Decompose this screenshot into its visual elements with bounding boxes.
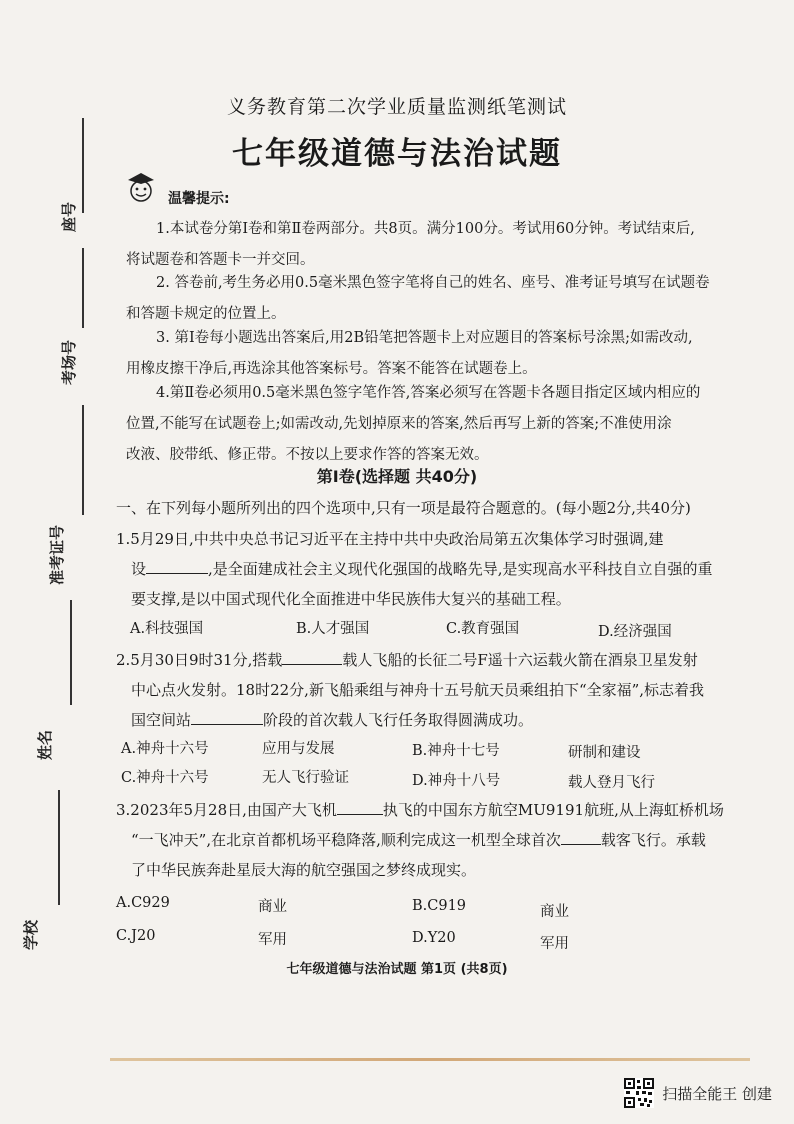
q2-option-c-phase: 无人飞行验证: [262, 770, 349, 786]
binding-line-name: [58, 790, 60, 905]
answer-blank: [561, 826, 601, 845]
q1-line-1: 1.5月29日,中共中央总书记习近平在主持中共中央政治局第五次集体学习时强调,建: [116, 530, 664, 548]
page-footer: 七年级道德与法治试题 第1页 (共8页): [286, 962, 508, 977]
name-label: 姓名: [36, 729, 54, 760]
q3-option-c: C.J20: [116, 928, 156, 944]
tip-item-4: [126, 378, 738, 471]
tip-2-line-2: 和答题卡规定的位置上。: [126, 306, 286, 322]
q2-line-1: [116, 645, 741, 675]
answer-blank: [282, 646, 342, 665]
q3-text: 3.2023年5月28日,由国产大飞机: [116, 801, 337, 819]
school-label: 学校: [22, 919, 40, 950]
answer-blank: [337, 796, 383, 815]
q3-option-a-type: 商业: [258, 899, 287, 915]
tip-3-line-1: 3. 第Ⅰ卷每小题选出答案后,用2B铅笔把答题卡上对应题目的答案标号涂黑;如需改动,: [156, 330, 693, 346]
q1-text: 设: [131, 560, 147, 578]
qr-code-icon: [624, 1078, 654, 1108]
q3-option-d: D.Y20: [412, 930, 456, 946]
q2-text: 阶段的首次载人飞行任务取得圆满成功。: [263, 711, 534, 729]
q2-text: 2.5月30日9时31分,搭载: [116, 651, 283, 669]
q1-option-b: B.人才强国: [296, 621, 370, 637]
q2-option-b-phase: 研制和建设: [568, 745, 641, 761]
q1-text: ,是全面建成社会主义现代化强国的战略先导,是实现高水平科技自立自强的重: [208, 560, 713, 578]
exam-title: 七年级道德与法治试题: [232, 136, 562, 172]
q3-text: 载客飞行。承载: [600, 831, 706, 849]
seat-label: 座号: [60, 201, 78, 232]
q3-text: “一飞冲天”,在北京首都机场平稳降落,顺利完成这一机型全球首次: [131, 831, 561, 849]
q1-option-c: C.教育强国: [446, 621, 520, 637]
q2-line-2: 中心点火发射。18时22分,新飞船乘组与神舟十五号航天员乘组拍下“全家福”,标志着我: [131, 681, 705, 699]
q2-text: 载人飞船的长征二号F遥十六运载火箭在酒泉卫星发射: [342, 651, 698, 669]
tip-4-line-1: 4.第Ⅱ卷必须用0.5毫米黑色签字笔作答,答案必须写在答题卡各题目指定区域内相应的: [156, 385, 701, 401]
binding-line-id: [70, 600, 72, 705]
q3-option-d-type: 军用: [540, 936, 569, 952]
binding-line-room: [82, 405, 84, 515]
question-2: [116, 645, 741, 735]
q2-option-a: A.神舟十六号: [121, 741, 209, 757]
binding-line-seat: [82, 248, 84, 328]
q3-option-a: A.C929: [116, 895, 170, 911]
scanner-watermark: [624, 1078, 772, 1108]
tip-3-line-2: 用橡皮擦干净后,再选涂其他答案标号。答案不能答在试题卷上。: [126, 361, 537, 377]
exam-id-label: 准考证号: [48, 524, 66, 585]
answer-blank: [191, 706, 263, 725]
section-title: 第Ⅰ卷(选择题 共40分): [316, 467, 478, 486]
tip-item-2: [126, 268, 738, 330]
q3-line-1: [116, 795, 741, 825]
question-3: [116, 795, 741, 885]
q3-text: 执飞的中国东方航空MU9191航班,从上海虹桥机场: [382, 801, 724, 819]
q2-option-b: B.神舟十七号: [412, 743, 500, 759]
tip-1-line-2: 将试题卷和答题卡一并交回。: [126, 252, 315, 268]
tip-item-1: [126, 214, 738, 276]
tips-heading: 温馨提示:: [168, 191, 230, 207]
smiley-face-icon: [124, 170, 158, 204]
tip-item-3: [126, 323, 738, 385]
q1-line-2: [116, 554, 741, 584]
exam-room-label: 考场号: [60, 339, 78, 385]
question-1: [116, 524, 741, 614]
q3-option-c-type: 军用: [258, 932, 287, 948]
tip-4-line-3: 改液、胶带纸、修正带。不按以上要求作答的答案无效。: [126, 447, 489, 463]
q3-option-b-type: 商业: [540, 904, 569, 920]
answer-blank: [146, 555, 208, 574]
q2-text: 国空间站: [131, 711, 192, 729]
page-edge-shadow: [110, 1058, 750, 1061]
q2-line-3: [116, 705, 741, 735]
exam-subtitle: 义务教育第二次学业质量监测纸笔测试: [226, 96, 567, 118]
q3-line-3: 了中华民族奔赴星辰大海的航空强国之梦终成现实。: [131, 861, 477, 879]
scanner-watermark-text: 扫描全能王 创建: [662, 1084, 772, 1103]
q3-line-2: [116, 825, 741, 855]
tip-2-line-1: 2. 答卷前,考生务必用0.5毫米黑色签字笔将自己的姓名、座号、准考证号填写在试题卷: [156, 275, 710, 291]
q1-line-3: 要支撑,是以中国式现代化全面推进中华民族伟大复兴的基础工程。: [131, 590, 571, 608]
q2-option-d-phase: 载人登月飞行: [568, 775, 655, 791]
q2-option-d: D.神舟十八号: [412, 773, 501, 789]
q2-option-a-phase: 应用与发展: [262, 741, 335, 757]
tip-1-line-1: 1.本试卷分第Ⅰ卷和第Ⅱ卷两部分。共8页。满分100分。考试用60分钟。考试结束后,: [156, 221, 695, 237]
q1-option-d: D.经济强国: [598, 624, 672, 640]
tip-4-line-2: 位置,不能写在试题卷上;如需改动,先划掉原来的答案,然后再写上新的答案;不准使用涂: [126, 416, 672, 432]
q1-option-a: A.科技强国: [130, 621, 204, 637]
q2-option-c: C.神舟十六号: [121, 770, 209, 786]
section-instructions: 一、在下列每小题所列出的四个选项中,只有一项是最符合题意的。(每小题2分,共40分): [116, 499, 691, 517]
q3-option-b: B.C919: [412, 898, 467, 914]
